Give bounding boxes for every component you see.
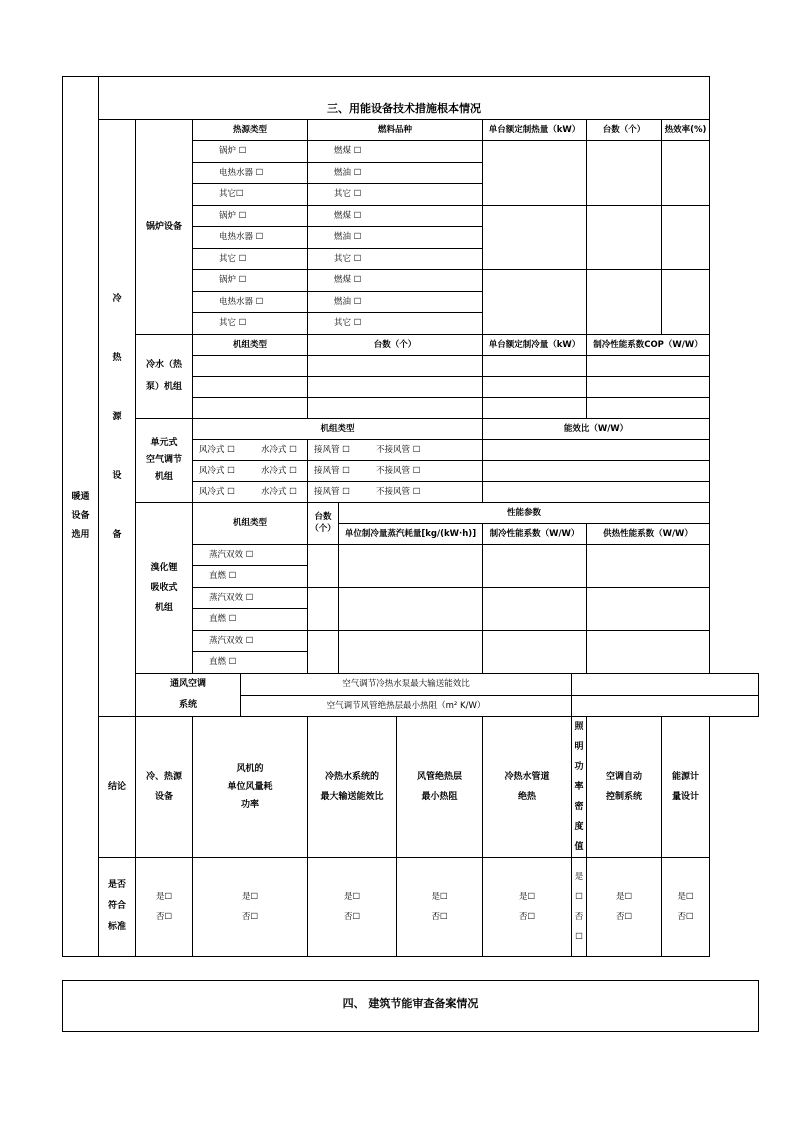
input-cell[interactable]	[193, 376, 308, 397]
input-cell[interactable]	[483, 355, 587, 376]
input-cell[interactable]	[483, 544, 587, 587]
input-cell[interactable]	[587, 205, 662, 270]
header-heat-source-type: 热源类型	[193, 120, 308, 141]
conclusion-item-8: 能源计 量设计	[662, 716, 710, 857]
input-cell[interactable]	[587, 376, 710, 397]
compliance-label: 是否 符合 标准	[99, 857, 136, 956]
input-cell[interactable]	[587, 270, 662, 335]
input-cell[interactable]	[483, 270, 587, 335]
input-cell[interactable]	[483, 587, 587, 630]
option-other-source[interactable]: 其它☐	[193, 184, 308, 206]
input-cell[interactable]	[308, 544, 339, 587]
header-units: 台数（个）	[308, 502, 339, 544]
heating-equipment-label: 暖通设备选用	[63, 77, 99, 957]
header-efficiency: 热效率(%)	[662, 120, 710, 141]
option-coal[interactable]: 燃煤 ☐	[308, 205, 483, 227]
option-oil[interactable]: 燃油 ☐	[308, 162, 483, 184]
conclusion-item-3: 冷热水系统的 最大输送能效比	[308, 716, 397, 857]
header-unit-type: 机组类型	[193, 502, 308, 544]
absorption-label: 溴化锂 吸收式 机组	[136, 502, 193, 673]
option-oil[interactable]: 燃油 ☐	[308, 227, 483, 249]
conclusion-item-7: 空调自动 控制系统	[587, 716, 662, 857]
option-boiler[interactable]: 锅炉 ☐	[193, 141, 308, 163]
option-coal[interactable]: 燃煤 ☐	[308, 141, 483, 163]
option-direct-fired[interactable]: 直燃 ☐	[193, 609, 308, 631]
option-steam-double[interactable]: 蒸汽双效 ☐	[193, 544, 308, 566]
header-units: 台数（个）	[308, 334, 483, 355]
option-direct-fired[interactable]: 直燃 ☐	[193, 566, 308, 588]
input-cell[interactable]	[483, 481, 710, 502]
header-cooling-cop: 制冷性能系数（W/W）	[483, 523, 587, 544]
input-cell[interactable]	[483, 141, 587, 206]
input-cell[interactable]	[662, 141, 710, 206]
compliance-choice[interactable]: 是☐ 否☐	[397, 857, 483, 956]
compliance-choice[interactable]: 是☐ 否☐	[193, 857, 308, 956]
header-rated-cooling: 单台额定制冷量（kW）	[483, 334, 587, 355]
input-cell[interactable]	[572, 695, 759, 716]
input-cell[interactable]	[308, 587, 339, 630]
option-other-source[interactable]: 其它 ☐	[193, 248, 308, 270]
ac-type-options[interactable]: 风冷式 ☐ 水冷式 ☐	[193, 439, 308, 460]
compliance-choice[interactable]: 是☐ 否☐	[587, 857, 662, 956]
input-cell[interactable]	[308, 630, 339, 673]
header-steam-consumption: 单位制冷量蒸汽耗量[kg/(kW·h)]	[339, 523, 483, 544]
boiler-label: 锅炉设备	[136, 120, 193, 335]
option-other-fuel[interactable]: 其它 ☐	[308, 184, 483, 206]
option-boiler[interactable]: 锅炉 ☐	[193, 270, 308, 292]
input-cell[interactable]	[587, 141, 662, 206]
conclusion-item-2: 风机的 单位风量耗 功率	[193, 716, 308, 857]
ac-duct-options[interactable]: 接风管 ☐ 不接风管 ☐	[308, 439, 483, 460]
input-cell[interactable]	[587, 587, 710, 630]
option-electric-heater[interactable]: 电热水器 ☐	[193, 291, 308, 313]
cold-heat-source-label: 冷 热 源 设 备	[99, 120, 136, 717]
header-performance: 性能参数	[339, 502, 710, 523]
input-cell[interactable]	[483, 439, 710, 460]
option-electric-heater[interactable]: 电热水器 ☐	[193, 227, 308, 249]
input-cell[interactable]	[308, 355, 483, 376]
duct-insulation-label: 空气调节风管绝热层最小热阻（m² K/W）	[241, 695, 572, 716]
input-cell[interactable]	[308, 397, 483, 418]
header-eer: 能效比（W/W）	[483, 418, 710, 439]
option-electric-heater[interactable]: 电热水器 ☐	[193, 162, 308, 184]
conclusion-item-6: 照明功率 密度值	[572, 716, 587, 857]
option-other-source[interactable]: 其它 ☐	[193, 313, 308, 335]
input-cell[interactable]	[662, 270, 710, 335]
compliance-choice[interactable]: 是☐ 否☐	[662, 857, 710, 956]
ac-duct-options[interactable]: 接风管 ☐ 不接风管 ☐	[308, 481, 483, 502]
header-fuel-type: 燃料品种	[308, 120, 483, 141]
section3-title: 三、用能设备技术措施根本情况	[99, 77, 710, 120]
input-cell[interactable]	[483, 205, 587, 270]
header-heating-cop: 供热性能系数（W/W）	[587, 523, 710, 544]
ac-duct-options[interactable]: 接风管 ☐ 不接风管 ☐	[308, 460, 483, 481]
conclusion-label: 结论	[99, 716, 136, 857]
input-cell[interactable]	[308, 376, 483, 397]
input-cell[interactable]	[572, 673, 759, 695]
conclusion-item-4: 风管绝热层 最小热阻	[397, 716, 483, 857]
header-unit-type: 机组类型	[193, 418, 483, 439]
input-cell[interactable]	[587, 355, 710, 376]
section4-title: 四、 建筑节能审查备案情况	[62, 980, 759, 1032]
compliance-choice[interactable]: 是☐ 否☐	[572, 857, 587, 956]
option-steam-double[interactable]: 蒸汽双效 ☐	[193, 630, 308, 652]
header-unit-type: 机组类型	[193, 334, 308, 355]
header-rated-heating: 单台额定制热量（kW）	[483, 120, 587, 141]
option-other-fuel[interactable]: 其它 ☐	[308, 313, 483, 335]
option-boiler[interactable]: 锅炉 ☐	[193, 205, 308, 227]
ventilation-label: 通风空调	[136, 673, 241, 695]
ac-type-options[interactable]: 风冷式 ☐ 水冷式 ☐	[193, 481, 308, 502]
input-cell[interactable]	[339, 587, 483, 630]
input-cell[interactable]	[339, 630, 483, 673]
input-cell[interactable]	[483, 376, 587, 397]
equipment-table	[62, 76, 759, 957]
option-direct-fired[interactable]: 直燃 ☐	[193, 652, 308, 674]
compliance-choice[interactable]: 是☐ 否☐	[483, 857, 572, 956]
conclusion-item-5: 冷热水管道 绝热	[483, 716, 572, 857]
header-units: 台数（个）	[587, 120, 662, 141]
input-cell[interactable]	[587, 544, 710, 587]
option-other-fuel[interactable]: 其它 ☐	[308, 248, 483, 270]
input-cell[interactable]	[483, 630, 587, 673]
ventilation-label-2: 系统	[136, 695, 241, 716]
input-cell[interactable]	[339, 544, 483, 587]
compliance-choice[interactable]: 是☐ 否☐	[308, 857, 397, 956]
conclusion-item-1: 冷、热源 设备	[136, 716, 193, 857]
option-steam-double[interactable]: 蒸汽双效 ☐	[193, 587, 308, 609]
option-coal[interactable]: 燃煤 ☐	[308, 270, 483, 292]
input-cell[interactable]	[587, 397, 710, 418]
input-cell[interactable]	[193, 355, 308, 376]
chiller-label: 冷水（热 泵）机组	[136, 334, 193, 418]
compliance-choice[interactable]: 是☐ 否☐	[136, 857, 193, 956]
input-cell[interactable]	[662, 205, 710, 270]
input-cell[interactable]	[483, 460, 710, 481]
option-oil[interactable]: 燃油 ☐	[308, 291, 483, 313]
input-cell[interactable]	[193, 397, 308, 418]
input-cell[interactable]	[587, 630, 710, 673]
unitary-ac-label: 单元式 空气调节 机组	[136, 418, 193, 502]
header-cop: 制冷性能系数COP（W/W）	[587, 334, 710, 355]
pump-efficiency-label: 空气调节冷热水泵最大输送能效比	[241, 673, 572, 695]
input-cell[interactable]	[483, 397, 587, 418]
ac-type-options[interactable]: 风冷式 ☐ 水冷式 ☐	[193, 460, 308, 481]
